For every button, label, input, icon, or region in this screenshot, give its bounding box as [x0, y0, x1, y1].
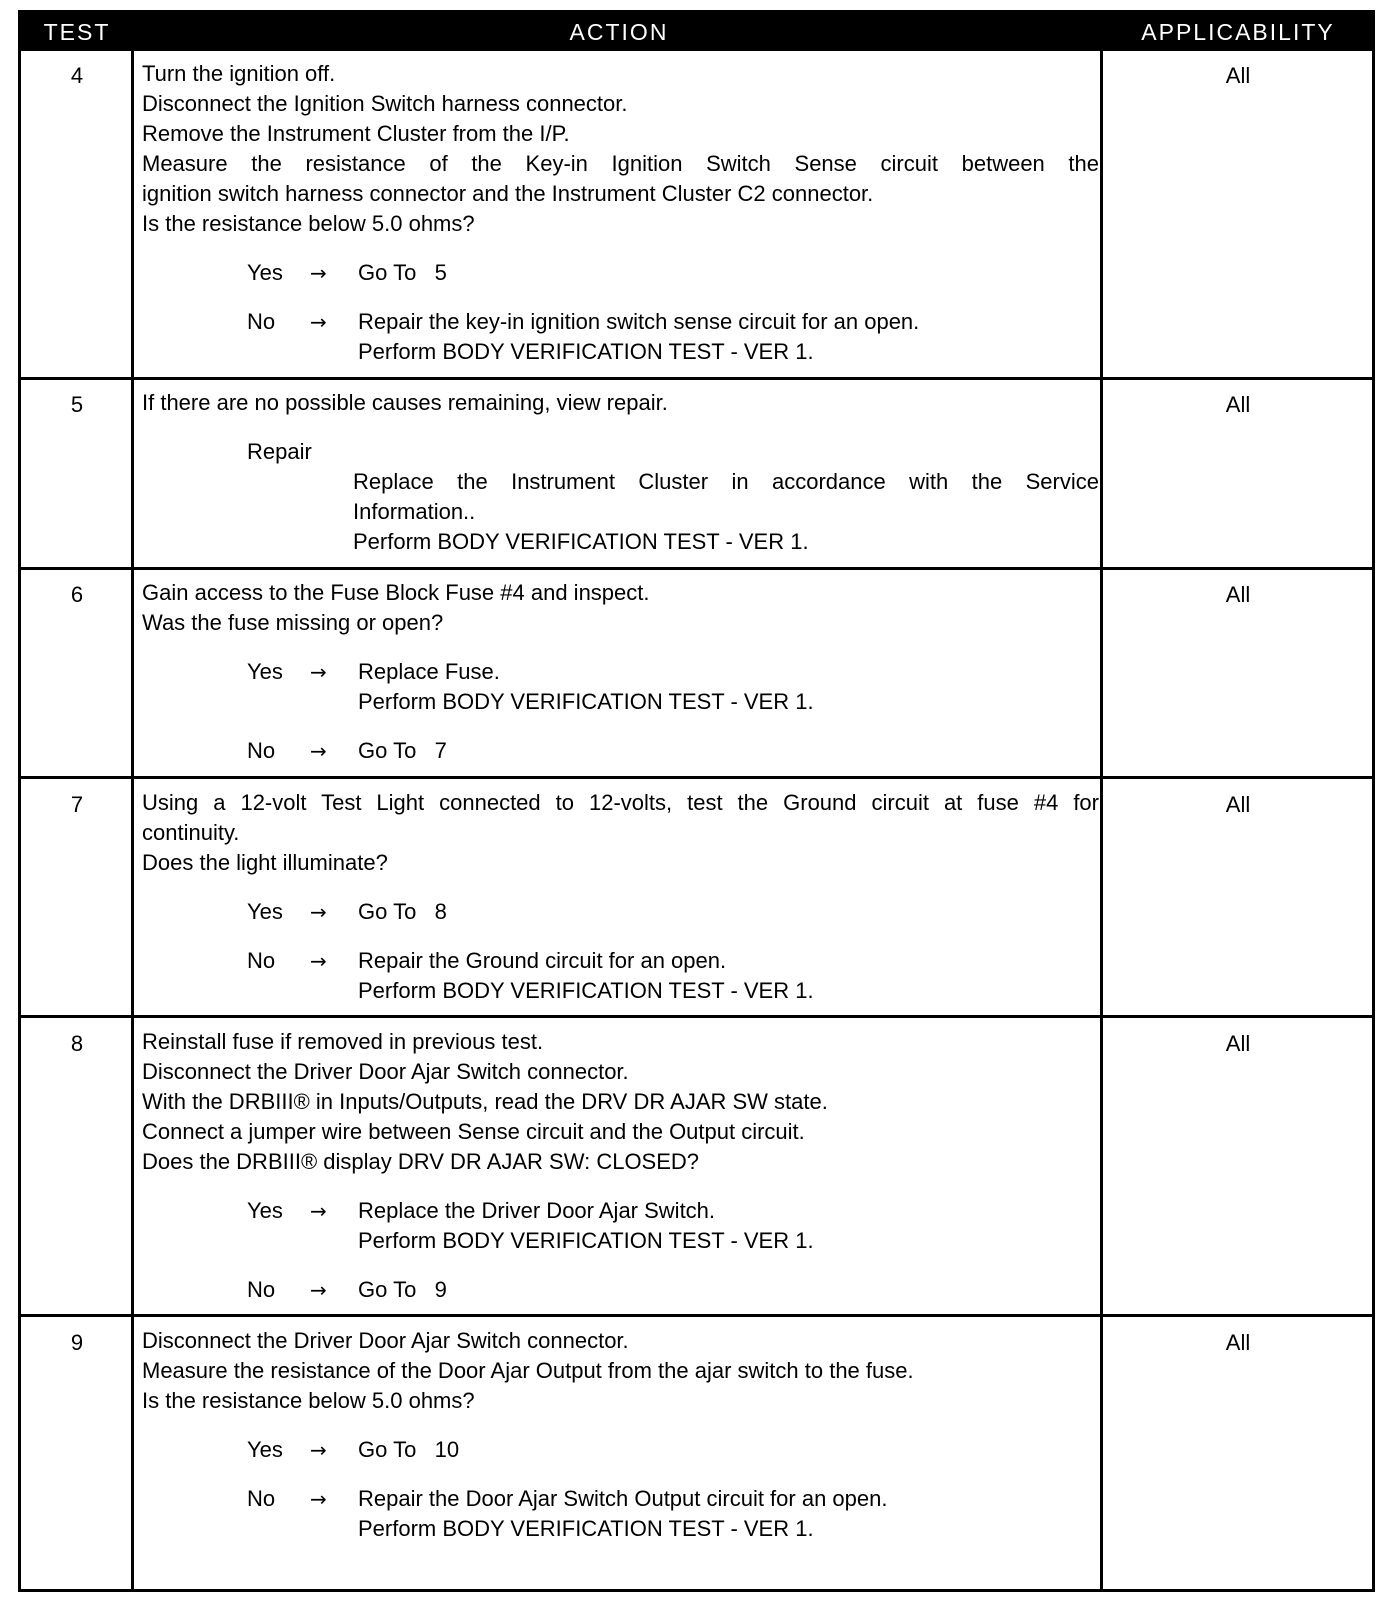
no-result-continued: Perform BODY VERIFICATION TEST - VER 1. — [358, 978, 814, 1003]
yes-option — [142, 1196, 1099, 1226]
no-option — [142, 1275, 1099, 1305]
test-number: 5 — [70, 392, 84, 417]
action-cell — [142, 578, 1099, 766]
action-cell — [142, 788, 1099, 1006]
header-test: TEST — [43, 19, 111, 45]
yes-result: Go To 10 — [358, 1437, 460, 1462]
action-line: Turn the ignition off. — [142, 61, 336, 86]
action-line: Was the fuse missing or open? — [142, 610, 444, 635]
repair-line: Replace the Instrument Cluster in accordance with the Service — [353, 469, 1099, 494]
repair-line: Perform BODY VERIFICATION TEST - VER 1. — [353, 529, 809, 554]
action-line: Remove the Instrument Cluster from the I/P. — [142, 121, 570, 146]
test-number: 4 — [70, 63, 84, 88]
header-applicability: APPLICABILITY — [1141, 19, 1335, 45]
applicability-value: All — [1225, 1031, 1251, 1056]
no-result: Repair the key-in ignition switch sense circuit for an open. — [358, 309, 920, 334]
test-number: 9 — [70, 1330, 84, 1355]
row-divider — [21, 377, 1372, 380]
repair-label: Repair — [247, 439, 312, 464]
no-result: Go To 9 — [358, 1277, 447, 1302]
arrow-icon: → — [310, 310, 327, 334]
no-result: Go To 7 — [358, 738, 447, 763]
applicability-value: All — [1225, 63, 1251, 88]
applicability-value: All — [1225, 792, 1251, 817]
action-line: Measure the resistance of the Key-in Ignition Switch Sense circuit between the — [142, 151, 1099, 176]
yes-result: Replace Fuse. — [358, 659, 500, 684]
table-header — [21, 13, 1372, 51]
repair-line: Information.. — [353, 499, 476, 524]
yes-label: Yes — [247, 1437, 283, 1462]
action-line: Gain access to the Fuse Block Fuse #4 and inspect. — [142, 580, 650, 605]
no-label: No — [247, 738, 276, 763]
test-number: 8 — [70, 1031, 84, 1056]
no-result: Repair the Door Ajar Switch Output circuit for an open. — [358, 1486, 888, 1511]
yes-option — [142, 1435, 1099, 1465]
arrow-icon: → — [310, 1278, 327, 1302]
arrow-icon: → — [310, 1438, 327, 1462]
no-result-continued: Perform BODY VERIFICATION TEST - VER 1. — [358, 339, 814, 364]
action-line: Reinstall fuse if removed in previous test. — [142, 1029, 544, 1054]
applicability-value: All — [1225, 582, 1251, 607]
repair-body — [142, 467, 1099, 557]
arrow-icon: → — [310, 949, 327, 973]
no-label: No — [247, 1486, 276, 1511]
yes-result-continued: Perform BODY VERIFICATION TEST - VER 1. — [358, 689, 814, 714]
action-cell — [142, 1027, 1099, 1305]
action-line: Disconnect the Driver Door Ajar Switch connector. — [142, 1328, 629, 1353]
applicability-value: All — [1225, 392, 1251, 417]
test-number: 6 — [70, 582, 84, 607]
action-line: If there are no possible causes remaining, view repair. — [142, 390, 668, 415]
applicability-value: All — [1225, 1330, 1251, 1355]
yes-option — [142, 258, 1099, 288]
no-option — [142, 946, 1099, 976]
no-label: No — [247, 1277, 276, 1302]
yes-result-continued: Perform BODY VERIFICATION TEST - VER 1. — [358, 1228, 814, 1253]
row-divider — [21, 1015, 1372, 1018]
yes-label: Yes — [247, 899, 283, 924]
action-line: Disconnect the Driver Door Ajar Switch connector. — [142, 1059, 629, 1084]
yes-result: Go To 5 — [358, 260, 447, 285]
yes-result: Go To 8 — [358, 899, 447, 924]
no-label: No — [247, 948, 276, 973]
row-divider — [21, 1314, 1372, 1317]
diagnostic-table — [18, 10, 1375, 1592]
yes-label: Yes — [247, 1198, 283, 1223]
no-result: Repair the Ground circuit for an open. — [358, 948, 727, 973]
yes-label: Yes — [247, 260, 283, 285]
test-number: 7 — [70, 792, 84, 817]
no-option — [142, 1484, 1099, 1514]
arrow-icon: → — [310, 1487, 327, 1511]
action-line: Is the resistance below 5.0 ohms? — [142, 211, 475, 236]
action-line: Disconnect the Ignition Switch harness connector. — [142, 91, 628, 116]
no-option — [142, 736, 1099, 766]
arrow-icon: → — [310, 1199, 327, 1223]
row-divider — [21, 567, 1372, 570]
no-result-continued: Perform BODY VERIFICATION TEST - VER 1. — [358, 1516, 814, 1541]
yes-result: Replace the Driver Door Ajar Switch. — [358, 1198, 716, 1223]
no-label: No — [247, 309, 276, 334]
header-action: ACTION — [569, 19, 669, 45]
action-line: Does the light illuminate? — [142, 850, 388, 875]
action-line: continuity. — [142, 820, 240, 845]
action-line: Does the DRBIII® display DRV DR AJAR SW: CLOSED? — [142, 1149, 700, 1174]
arrow-icon: → — [310, 660, 327, 684]
yes-label: Yes — [247, 659, 283, 684]
arrow-icon: → — [310, 739, 327, 763]
action-line: With the DRBIII® in Inputs/Outputs, read the DRV DR AJAR SW state. — [142, 1089, 828, 1114]
no-option — [142, 307, 1099, 337]
arrow-icon: → — [310, 900, 327, 924]
action-line: Measure the resistance of the Door Ajar Output from the ajar switch to the fuse. — [142, 1358, 914, 1383]
action-line: Connect a jumper wire between Sense circuit and the Output circuit. — [142, 1119, 805, 1144]
arrow-icon: → — [310, 261, 327, 285]
row-divider — [21, 776, 1372, 779]
yes-option — [142, 897, 1099, 927]
action-cell — [142, 59, 1099, 367]
action-line: Using a 12-volt Test Light connected to 12-volts, test the Ground circuit at fuse #4 for — [142, 790, 1099, 815]
action-line: Is the resistance below 5.0 ohms? — [142, 1388, 475, 1413]
yes-option — [142, 657, 1099, 687]
action-cell — [142, 388, 1099, 557]
action-cell — [142, 1326, 1099, 1544]
action-line: ignition switch harness connector and the Instrument Cluster C2 connector. — [142, 181, 874, 206]
column-divider — [1100, 13, 1103, 1589]
